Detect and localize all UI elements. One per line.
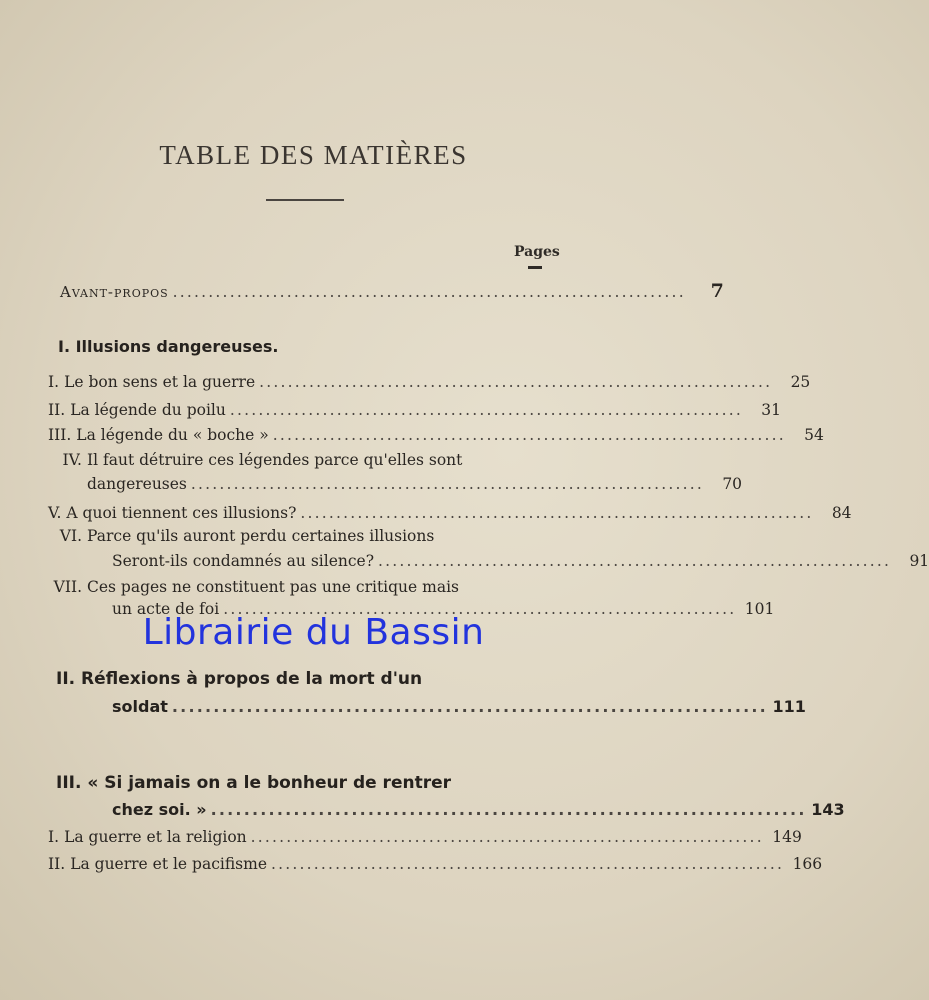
toc-entry-page: 91: [909, 552, 929, 570]
toc-entry-page: 143: [811, 800, 845, 819]
toc-entry-page: 54: [804, 426, 824, 444]
leader-dots: ........................................................................: [223, 600, 737, 618]
toc-entry-label: dangereuses: [87, 475, 187, 493]
section-heading-continuation: soldat ........................................................................ 111: [112, 697, 806, 716]
toc-entry-label: A quoi tiennent ces illusions?: [66, 504, 297, 522]
toc-entry-continuation: [112, 552, 929, 570]
leader-dots: ........................................................................: [190, 475, 705, 493]
leader-dots: ........................................................................: [210, 800, 807, 819]
toc-entry: III. La légende du « boche » ........................................................................ 54: [48, 426, 824, 444]
title-rule: [266, 199, 344, 201]
pages-header-dash: [528, 266, 542, 269]
toc-entry-page: 25: [790, 373, 811, 391]
toc-entry-label: La guerre et le pacifisme: [70, 855, 267, 873]
toc-entry-continuation: [87, 475, 743, 493]
section-heading-part-2: II. Réflexions à propos de la mort d'un: [56, 669, 423, 689]
watermark: Librairie du Bassin: [142, 612, 485, 653]
toc-entry-label: La guerre et la religion: [64, 828, 247, 846]
toc-entry: VI. Parce qu'ils auront perdu certaines illusions: [59, 527, 435, 545]
toc-entry-page: 111: [772, 697, 806, 716]
leader-dots: ........................................................................: [171, 697, 768, 716]
leader-dots: ........................................................................: [272, 426, 786, 444]
leader-dots: ........................................................................: [300, 504, 814, 522]
toc-entry-page: 166: [792, 855, 823, 873]
toc-entry: II. La guerre et le pacifisme ........................................................................ 166: [48, 855, 823, 873]
leader-dots: ........................................................................: [378, 552, 892, 570]
toc-entry-label: Ces pages ne constituent pas une critique mais: [87, 578, 459, 596]
section-heading-continuation: chez soi. » ........................................................................ 143: [112, 800, 845, 819]
toc-entry-page: 7: [710, 280, 724, 302]
leader-dots: ........................................................................: [229, 401, 744, 419]
page-title: TABLE DES MATIÈRES: [159, 140, 468, 170]
leader-dots: ........................................................................: [259, 373, 773, 391]
section-heading-part-1: I. Illusions dangereuses.: [58, 337, 279, 356]
toc-entry: II. La légende du poilu ........................................................................ 31: [48, 401, 782, 419]
toc-entry-page: 101: [744, 600, 775, 618]
toc-entry: VII. Ces pages ne constituent pas une critique mais: [53, 578, 459, 596]
toc-entry-page: 31: [761, 401, 782, 419]
toc-entry-label: Le bon sens et la guerre: [64, 373, 256, 391]
leader-dots: ........................................................................: [250, 828, 764, 846]
toc-entry-page: 149: [772, 828, 802, 846]
toc-entry-label: Seront-ils condamnés au silence?: [112, 552, 375, 570]
leader-dots: ........................................................................: [172, 283, 686, 301]
toc-entry-label: La légende du poilu: [70, 401, 226, 419]
toc-entry-label: Avant-propos: [60, 283, 169, 301]
toc-entry: I. La guerre et la religion ........................................................................ 149: [48, 828, 802, 846]
section-heading-part-3: III. « Si jamais on a le bonheur de rentrer: [56, 773, 452, 793]
toc-entry: I. Le bon sens et la guerre ........................................................................ 25: [48, 373, 811, 391]
toc-entry: V. A quoi tiennent ces illusions? ........................................................................ 84: [48, 504, 852, 522]
leader-dots: ........................................................................: [271, 855, 785, 873]
toc-entry-label: Parce qu'ils auront perdu certaines illusions: [87, 527, 435, 545]
toc-entry-label: un acte de foi: [112, 600, 220, 618]
toc-entry: IV. Il faut détruire ces légendes parce qu'elles sont: [62, 451, 463, 469]
toc-entry-avant-propos: [60, 280, 724, 302]
toc-entry-page: 70: [722, 475, 743, 493]
pages-column-header: Pages: [514, 244, 560, 260]
toc-entry-label: Il faut détruire ces légendes parce qu'elles sont: [87, 451, 463, 469]
toc-entry-label: La légende du « boche »: [76, 426, 269, 444]
toc-entry-page: 84: [831, 504, 852, 522]
